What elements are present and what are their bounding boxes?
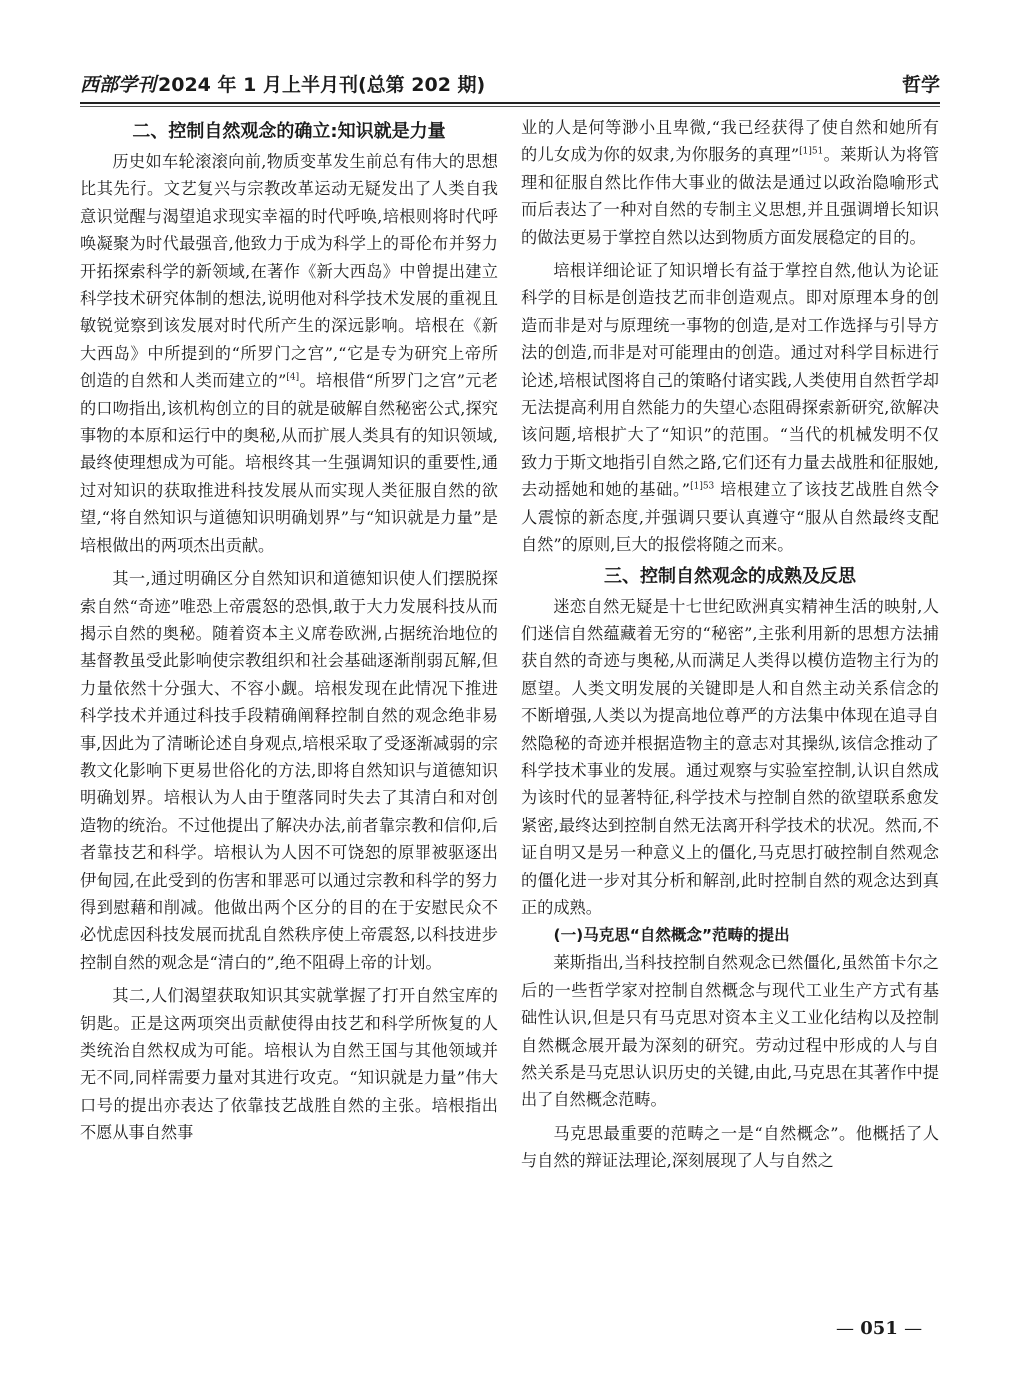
section-heading-2: 二、控制自然观念的确立:知识就是力量 (132, 121, 446, 142)
paragraph-text: 业的人是何等渺小且卑微,“我已经获得了使自然和她所有的儿女成为你的奴隶,为你服务的真理” (521, 118, 939, 165)
paragraph (80, 148, 498, 559)
paragraph: 迷恋自然无疑是十七世纪欧洲真实精神生活的映射,人们迷信自然蕴藏着无穷的“秘密”,主张利用新的思想方法捕获自然的奇迹与奥秘,从而满足人类得以模仿造物主行为的愿望。人类文明发展的关键即是人和自然主动关系信念的不断增强,人类以为提高地位尊严的方法集中体现在追寻自然隐秘的奇迹并根据造物主的意志对其操纵,该信念推动了科学技术事业的发展。通过观察与实验室控制,认识自然成为该时代的显著特征,科学技术与控制自然的欲望联系愈发紧密,最终达到控制自然无法离开科学技术的状况。然而,不证自明又是另一种意义上的僵化,马克思打破控制自然观念的僵化进一步对其分析和解剖,此时控制自然的观念达到真正的成熟。 (521, 596, 939, 917)
header-rule (80, 102, 940, 104)
paragraph-text: 。莱斯认为将管理和征服自然比作伟大事业的做法是通过以政治隐喻形式而后表达了一种对自然的专制主义思想,并且强调增长知识的做法更易于掌控自然以达到物质方面发展稳定的目的。 (521, 145, 939, 247)
citation: [4] (286, 372, 300, 383)
header-rule-thin (80, 106, 940, 107)
paragraph-text: 。培根借“所罗门之宫”元老的口吻指出,该机构创立的目的就是破解自然秘密公式,探究事物的本原和运行中的奥秘,从而扩展人类具有的知识领域,最终使理想成为可能。培根终其一生强调知识的重要性,通过对知识的获取推进科技发展从而实现人类征服自然的欲望,“将自然知识与道德知识明确划界”与“知识就是力量”是培根做出的两项杰出贡献。 (80, 371, 498, 555)
journal-title (80, 70, 485, 97)
page-number-value: 051 (860, 1318, 898, 1339)
left-column (80, 114, 498, 1304)
paragraph (521, 114, 939, 251)
citation: [1]53 (690, 481, 715, 492)
running-header (80, 68, 940, 98)
page-dash-left: — (836, 1318, 854, 1339)
page-number (836, 1318, 922, 1339)
paragraph-text: 历史如车轮滚滚向前,物质变革发生前总有伟大的思想比其先行。文艺复兴与宗教改革运动无疑发出了人类自我意识觉醒与渴望追求现实幸福的时代呼唤,培根则将时代呼唤凝聚为时代最强音,他致力于成为科学上的哥伦布并努力开拓探索科学的新领域,在著作《新大西岛》中曾提出建立科学技术研究体制的想法,说明他对科学技术发展的重视且敏锐觉察到该发展对时代所产生的深远影响。培根在《新大西岛》中所提到的“所罗门之宫”,“它是专为研究上帝所创造的自然和人类而建立的” (80, 152, 498, 391)
citation: [1]51 (799, 147, 824, 158)
subsection-heading: (一)马克思“自然概念”范畴的提出 (553, 926, 790, 945)
paragraph-text: 培根建立了该技艺战胜自然令人震惊的新态度,并强调只要认真遵守“服从自然最终支配自然”的原则,巨大的报偿将随之而来。 (521, 480, 939, 555)
paragraph: 其二,人们渴望获取知识其实就掌握了打开自然宝库的钥匙。正是这两项突出贡献使得由技艺和科学所恢复的人类统治自然权成为可能。培根认为自然王国与其他领域并无不同,同样需要力量对其进行攻克。“知识就是力量”伟大口号的提出亦表达了依靠技艺战胜自然的主张。培根指出不愿从事自然事 (80, 986, 498, 1143)
paragraph: 其一,通过明确区分自然知识和道德知识使人们摆脱探索自然“奇迹”唯恐上帝震怒的恐惧,敢于大力发展科技从而揭示自然的奥秘。随着资本主义席卷欧洲,占据统治地位的基督教虽受此影响使宗教组织和社会基础逐渐削弱瓦解,但力量依然十分强大、不容小觑。培根发现在此情况下推进科学技术并通过科技手段精确阐释控制自然的观念绝非易事,因此为了清晰论述自身观点,培根采取了受逐渐减弱的宗教文化影响下更易世俗化的方法,即将自然知识与道德知识明确划界。培根认为人由于堕落同时失去了其清白和对创造物的统治。不过他提出了解决办法,前者靠宗教和信仰,后者靠技艺和科学。培根认为人因不可饶恕的原罪被驱逐出伊甸园,在此受到的伤害和罪恶可以通过宗教和科学的努力得到慰藉和削减。他做出两个区分的目的在于安慰民众不必忧虑因科技发展而扰乱自然秩序使上帝震怒,以科技进步控制自然的观念是“清白的”,绝不阻碍上帝的计划。 (80, 569, 498, 972)
section-tag: 哲学 (901, 74, 940, 96)
journal-logo: 西部学刊 (80, 74, 157, 96)
journal-issue: 2024 年 1 月上半月刊(总第 202 期) (158, 74, 486, 96)
section-heading-3: 三、控制自然观念的成熟及反思 (604, 565, 856, 587)
paragraph: 马克思最重要的范畴之一是“自然概念”。他概括了人与自然的辩证法理论,深刻展现了人与自然之 (521, 1123, 939, 1171)
paragraph-text: 培根详细论证了知识增长有益于掌控自然,他认为论证科学的目标是创造技艺而非创造观点。即对原理本身的创造而非是对与原理统一事物的创造,是对工作选择与引导方法的创造,而非是对可能理由的创造。通过对科学目标进行论述,培根试图将自己的策略付诸实践,人类使用自然哲学却无法提高利用自然能力的失望心态阻碍探索新研究,欲解决该问题,培根扩大了“知识”的范围。“当代的机械发明不仅致力于斯文地指引自然之路,它们还有力量去战胜和征服她,去动摇她和她的基础。” (521, 261, 939, 500)
paragraph: 莱斯指出,当科技控制自然观念已然僵化,虽然笛卡尔之后的一些哲学家对控制自然概念与现代工业生产方式有基础性认识,但是只有马克思对资本主义工业化结构以及控制自然概念展开最为深刻的研究。劳动过程中形成的人与自然关系是马克思认识历史的关键,由此,马克思在其著作中提出了自然概念范畴。 (521, 953, 939, 1110)
right-column (521, 114, 939, 1314)
page-dash-right: — (904, 1318, 923, 1339)
paragraph (521, 257, 939, 558)
